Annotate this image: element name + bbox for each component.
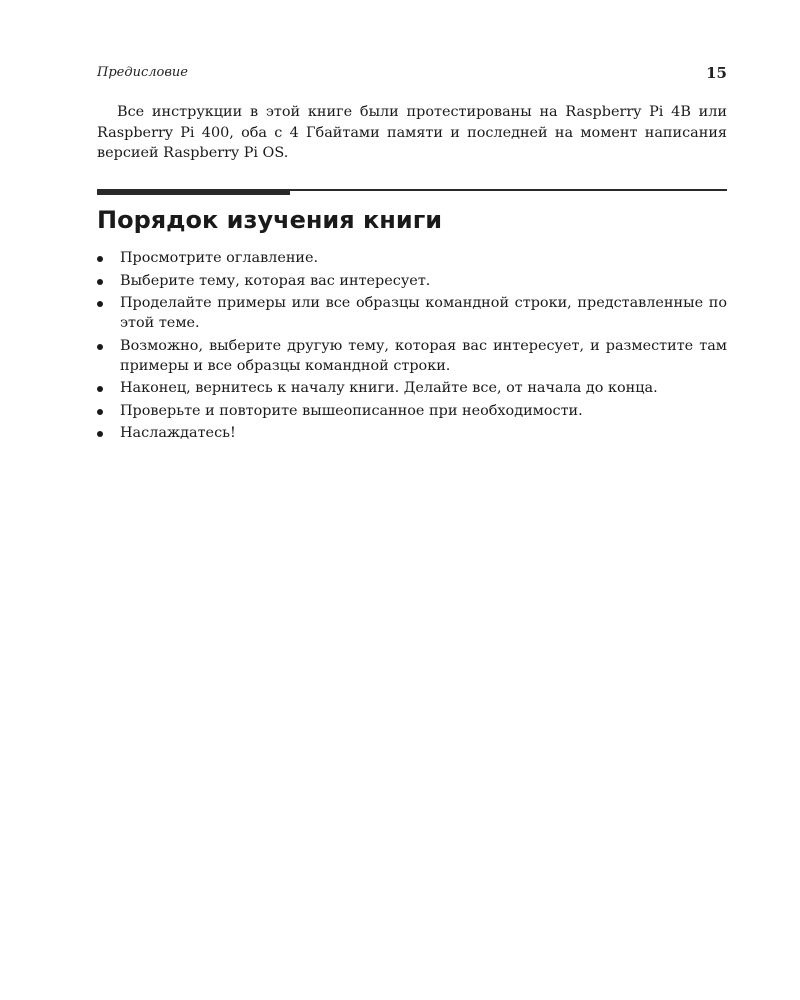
bullet-icon [97, 344, 103, 350]
running-head [97, 63, 727, 83]
list-item [97, 271, 727, 291]
section-divider [97, 189, 727, 195]
list-item [97, 336, 727, 376]
bullet-icon [97, 386, 103, 392]
reading-steps-list [97, 248, 727, 446]
intro-paragraph: Все инструкции в этой книге были протестированы на Raspberry Pi 4B или Raspberry Pi 400, оба с 4 Гбайтами памяти и последней на момент написания версией Raspberry Pi OS. [97, 104, 727, 161]
section-title: Порядок изучения книги [97, 206, 443, 234]
bullet-icon [97, 301, 103, 307]
list-item [97, 423, 727, 443]
list-item-text: Проделайте примеры или все образцы командной строки, представленные по этой теме. [120, 295, 727, 331]
bullet-icon [97, 256, 103, 262]
list-item-text: Наслаждатесь! [120, 425, 236, 441]
list-item-text: Просмотрите оглавление. [120, 250, 319, 266]
list-item-text: Возможно, выберите другую тему, которая вас интересует, и разместите там примеры и все образцы командной строки. [120, 337, 727, 374]
list-item [97, 378, 727, 398]
list-item [97, 248, 727, 268]
page-number: 15 [706, 64, 727, 82]
list-item [97, 401, 727, 421]
bullet-icon [97, 431, 103, 437]
list-item-text: Выберите тему, которая вас интересует. [120, 272, 431, 289]
section-divider-thick-bar [97, 189, 290, 195]
book-page [97, 0, 727, 1000]
bullet-icon [97, 409, 103, 415]
list-item [97, 293, 727, 333]
list-item-text: Наконец, вернитесь к началу книги. Делайте все, от начала до конца. [120, 380, 658, 396]
list-item-text: Проверьте и повторите вышеописанное при необходимости. [120, 402, 583, 419]
running-head-title: Предисловие [97, 65, 188, 80]
bullet-icon [97, 279, 103, 285]
